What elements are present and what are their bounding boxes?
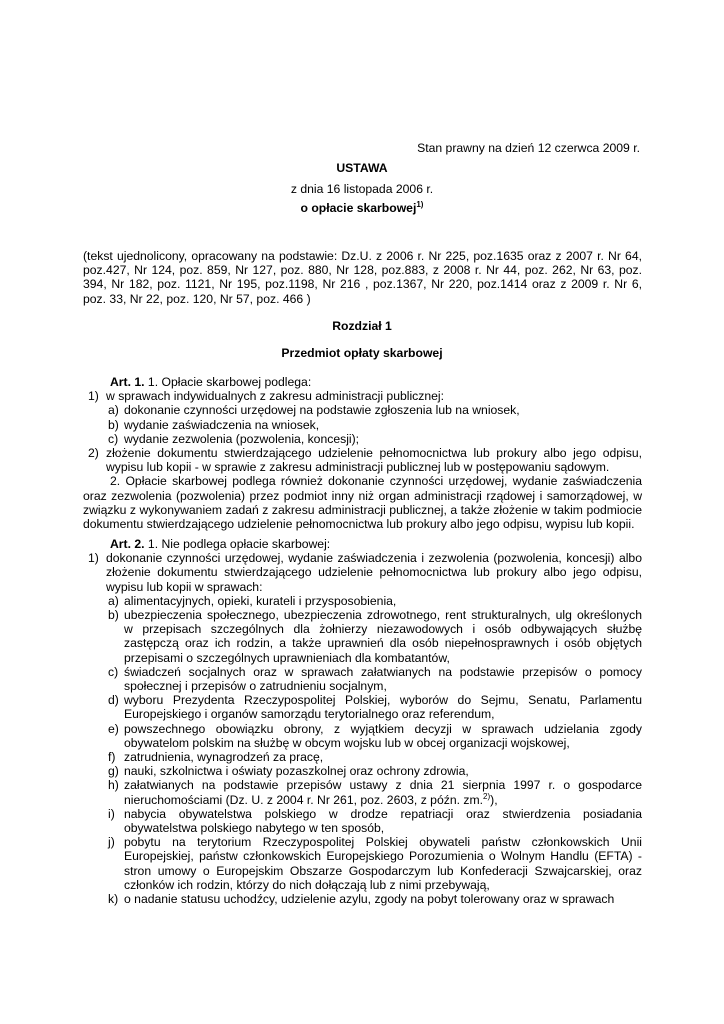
item-number: 1): [88, 389, 99, 404]
act-type-title: USTAWA: [336, 161, 388, 175]
subitem-letter: g): [108, 764, 119, 779]
article-1-item-1: [83, 389, 642, 403]
article-2-subitem-h: [83, 778, 642, 806]
article-1-subitem-c: [83, 432, 642, 446]
chapter-title: Przedmiot opłaty skarbowej: [281, 346, 443, 360]
subitem-text: pobytu na terytorium Rzeczypospolitej Polskiej obywateli państw członkowskich Unii Europejskiej, państw członkowskich Europejskiego Porozumienia o Wolnym Handlu (EFTA) - stron umowy o Europejskim Obszarze Gospodarczym lub Konfederacji Szwajcarskiej, oraz członków ich rodzin, którzy do nich dołączają lub z nimi przebywają,: [124, 835, 642, 892]
subitem-letter: b): [108, 417, 119, 432]
footnote-ref: 2): [483, 791, 491, 801]
article-1-item-2: [83, 446, 642, 474]
article-2: [83, 537, 642, 906]
subitem-text: świadczeń socjalnych oraz w sprawach załatwianych na podstawie przepisów o pomocy społecznej i przepisów o zatrudnieniu socjalnym,: [124, 664, 642, 694]
article-2-subitem-a: [83, 594, 642, 608]
article-2-subitem-f: [83, 750, 642, 764]
article-2-subitem-i: [83, 807, 642, 835]
subitem-text: dokonanie czynności urzędowej na podstawie zgłoszenia lub na wniosek,: [124, 403, 520, 418]
subitem-letter: h): [108, 778, 119, 793]
article-1-intro: 1. Opłacie skarbowej podlega:: [144, 375, 312, 389]
article-1: [83, 375, 642, 531]
subitem-text: alimentacyjnych, opieki, kurateli i przysposobienia,: [124, 593, 397, 608]
act-subject-text: o opłacie skarbowej: [300, 201, 417, 215]
article-1-label: Art. 1.: [110, 375, 145, 389]
article-2-subitem-e: [83, 722, 642, 750]
article-2-intro: 1. Nie podlega opłacie skarbowej:: [144, 537, 331, 551]
article-2-label: Art. 2.: [110, 537, 145, 551]
item-text: złożenie dokumentu stwierdzającego udzielenie pełnomocnictwa lub prokury albo jego odpisu, wypisu lub kopii - w sprawie z zakresu administracji publicznej lub w postępowaniu sądowym.: [106, 446, 642, 475]
legal-status-date: Stan prawny na dzień 12 czerwca 2009 r.: [417, 141, 640, 155]
subitem-tail: ),: [490, 792, 498, 807]
act-subject: [82, 201, 642, 215]
subitem-text: wyboru Prezydenta Rzeczypospolitej Polskiej, wyborów do Sejmu, Senatu, Parlamentu Europejskiego i organów samorządu terytorialnego oraz referendum,: [124, 693, 642, 722]
subitem-letter: a): [108, 403, 119, 418]
article-2-heading: [83, 537, 642, 551]
subitem-text: zatrudnienia, wynagrodzeń za pracę,: [124, 750, 324, 765]
subitem-letter: a): [108, 593, 119, 608]
article-1-subitem-a: [83, 403, 642, 417]
item-text: w sprawach indywidualnych z zakresu administracji publicznej:: [106, 389, 445, 404]
article-2-item-1: [83, 551, 642, 594]
article-2-subitem-b: [83, 608, 642, 665]
subitem-text: wydanie zaświadczenia na wniosek,: [124, 417, 320, 432]
act-date: z dnia 16 listopada 2006 r.: [290, 182, 434, 196]
chapter-label: Rozdział 1: [332, 319, 392, 333]
article-1-subitem-b: [83, 418, 642, 432]
article-2-subitem-g: [83, 764, 642, 778]
article-2-subitem-d: [83, 693, 642, 721]
subitem-text: powszechnego obowiązku obrony, z wyjątkiem decyzji w sprawach udzielania zgody obywatelom polskim na służbę w obcym wojsku lub w obcej organizacji wojskowej,: [124, 721, 642, 750]
article-2-subitem-c: [83, 665, 642, 693]
item-number: 2): [88, 446, 99, 461]
subitem-text: nabycia obywatelstwa polskiego w drodze repatriacji oraz stwierdzenia posiadania obywatelstwa polskiego nabytego w ten sposób,: [124, 806, 642, 836]
consolidated-text-note: (tekst ujednolicony, opracowany na podstawie: Dz.U. z 2006 r. Nr 225, poz.1635 oraz z 2007 r. Nr 64, poz.427, Nr 124, poz. 859, Nr 127, poz. 880, Nr 128, poz.883, z 2008 r. Nr 44, poz. 262, Nr 63, poz. 394, Nr 182, poz. 1121, Nr 195, poz.1198, Nr 216 , poz.1367, Nr 220, poz.1414 oraz z 2009 r. Nr 6, poz. 33, Nr 22, poz. 120, Nr 57, poz. 466 ): [83, 249, 642, 306]
subitem-letter: c): [108, 431, 119, 446]
subitem-text: o nadanie statusu uchodźcy, udzielenie azylu, zgody na pobyt tolerowany oraz w sprawach: [124, 892, 615, 907]
footnote-ref: 1): [416, 199, 424, 209]
subitem-text: załatwianych na podstawie przepisów ustawy z dnia 21 sierpnia 1997 r. o gospodarce nieruchomościami (Dz. U. z 2004 r. Nr 261, poz. 2603, z późn. zm.: [124, 778, 642, 807]
subitem-text: ubezpieczenia społecznego, ubezpieczenia zdrowotnego, rent strukturalnych, ulg określonych w przepisach szczególnych dla żołnierzy niezawodowych i osób odbywających służbę zastępczą oraz ich rodzin, a także uprawnień dla osób niepełnosprawnych i osób objętych przepisami o szczególnych uprawnieniach dla kombatantów,: [124, 608, 642, 665]
subitem-letter: i): [108, 806, 115, 821]
subitem-letter: b): [108, 608, 119, 623]
article-2-subitem-k: [83, 892, 642, 906]
article-1-paragraph-2: 2. Opłacie skarbowej podlega również dokonanie czynności urzędowej, wydanie zaświadczenia oraz zezwolenia (pozwolenia) przez podmiot inny niż organ administracji rządowej i samorządowej, w związku z wykonywaniem zadań z zakresu administracji publicznej, a także złożenie w takim podmiocie dokumentu stwierdzającego udzielenie pełnomocnictwa lub prokury albo jego odpisu, wypisu lub kopii.: [83, 474, 642, 532]
item-text: dokonanie czynności urzędowej, wydanie zaświadczenia i zezwolenia (pozwolenia, koncesji) albo złożenie dokumentu stwierdzającego udzielenie pełnomocnictwa lub prokury albo jego odpisu, wypisu lub kopii w sprawach:: [106, 551, 642, 594]
item-number: 1): [88, 551, 99, 566]
subitem-letter: f): [108, 750, 116, 765]
subitem-letter: d): [108, 693, 119, 708]
subitem-letter: j): [108, 835, 115, 850]
subitem-letter: c): [108, 664, 119, 679]
subitem-letter: k): [108, 892, 119, 907]
subitem-letter: e): [108, 721, 119, 736]
article-1-heading: [83, 375, 642, 389]
article-2-subitem-j: [83, 835, 642, 892]
subitem-text: nauki, szkolnictwa i oświaty pozaszkolnej oraz ochrony zdrowia,: [124, 764, 469, 779]
subitem-text: wydanie zezwolenia (pozwolenia, koncesji);: [124, 431, 360, 446]
